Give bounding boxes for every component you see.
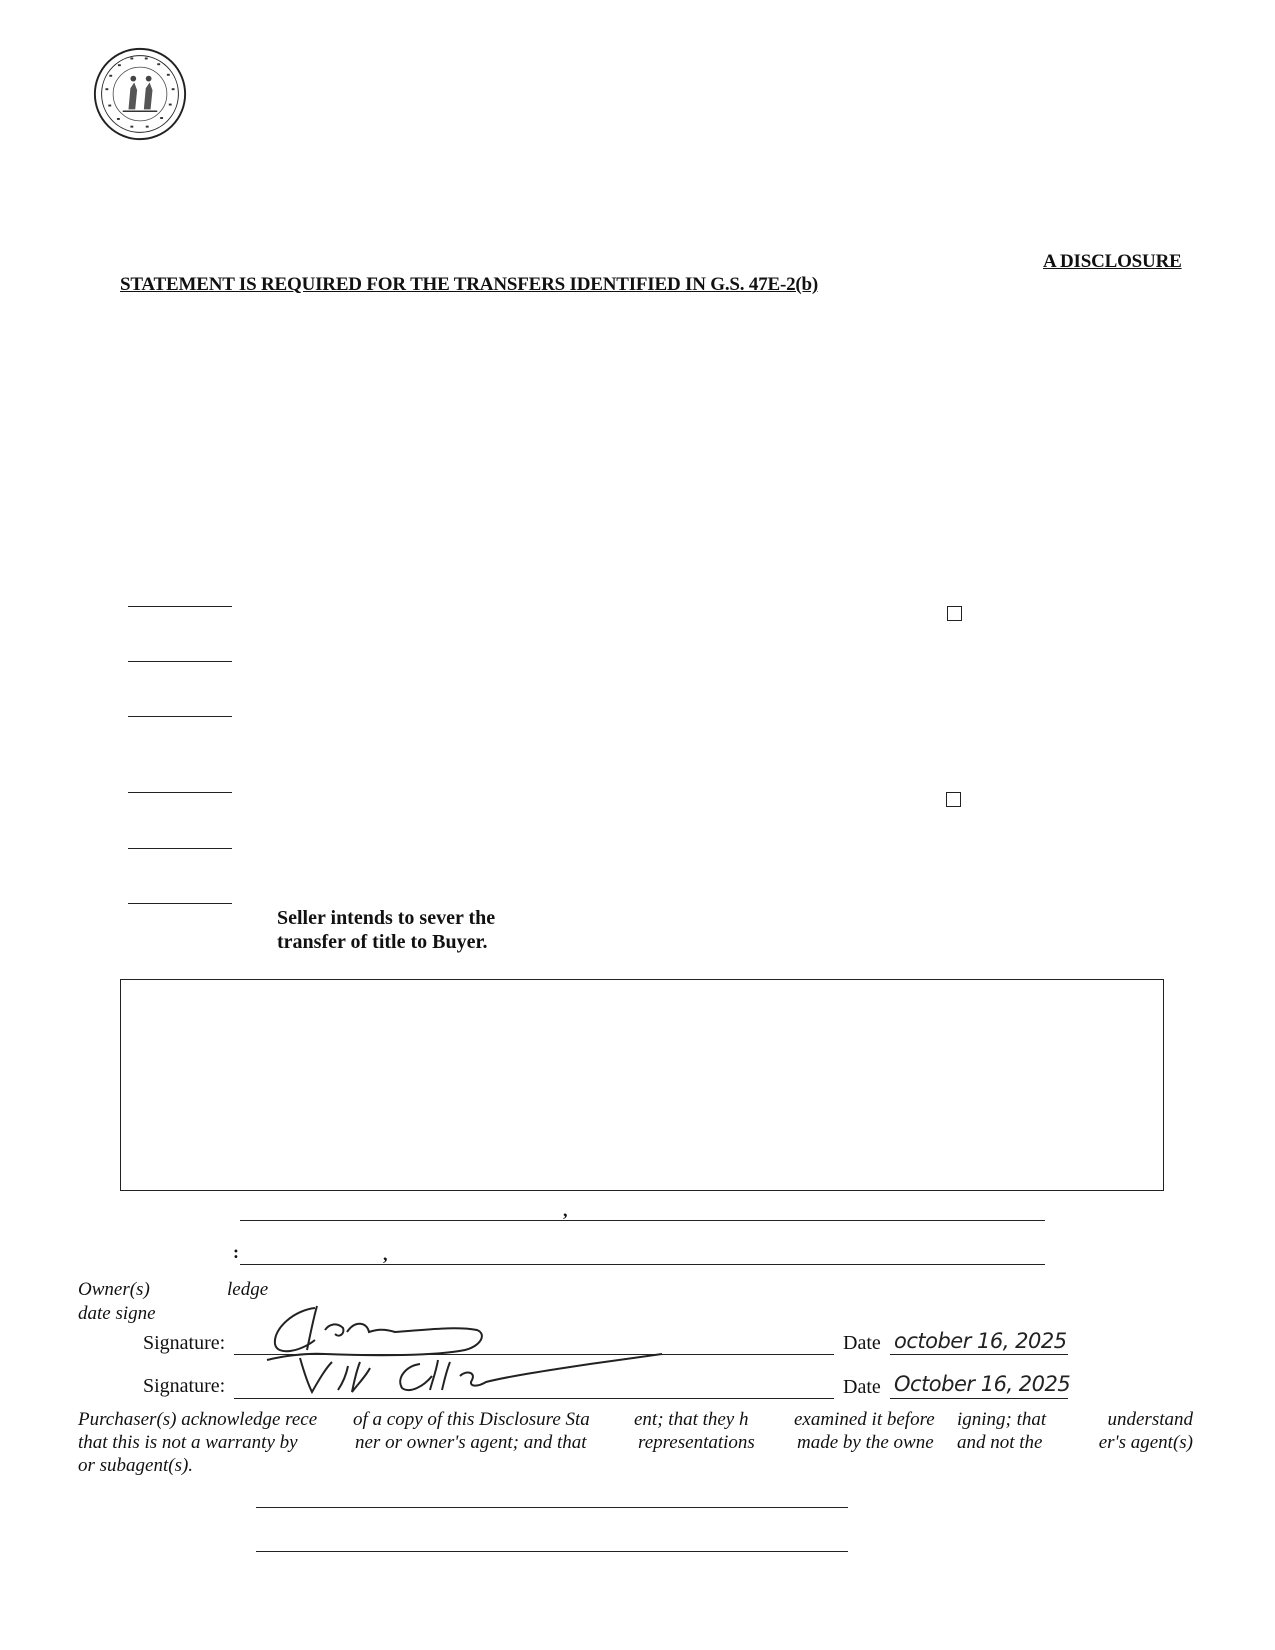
purchaser-ack-text: Purchaser(s) acknowledge rece (78, 1409, 318, 1430)
owner-ack-text-3: date signe (78, 1303, 156, 1324)
owner-date-line-2[interactable] (890, 1398, 1068, 1399)
purchaser-signature-line-2[interactable] (256, 1551, 848, 1552)
option-3-initials-blank[interactable] (128, 716, 232, 717)
purchaser-ack-col-5 (957, 1408, 1046, 1454)
purchaser-ack-col-1 (78, 1408, 317, 1477)
commission-seal-logo (92, 46, 188, 142)
owner-date-line-1[interactable] (890, 1354, 1068, 1355)
purchaser-ack-text: examined it before (794, 1409, 935, 1430)
purchaser-ack-col-3 (634, 1408, 755, 1454)
owner-name-line[interactable] (240, 1264, 1045, 1265)
purchaser-ack-text: ner or owner's agent; and that (355, 1432, 587, 1453)
owner-signature-line-2[interactable] (234, 1398, 834, 1399)
option-2-initials-blank[interactable] (128, 661, 232, 662)
option-4-initials-blank[interactable] (128, 792, 232, 793)
purchaser-ack-text: and not the (957, 1432, 1043, 1453)
option-5-initials-blank[interactable] (128, 848, 232, 849)
seller-note-line-2: transfer of title to Buyer. (277, 931, 488, 953)
seller-note-line-1: Seller intends to sever the (277, 907, 496, 929)
purchaser-ack-text: representations (638, 1432, 755, 1453)
owner-ack-text-1: Owner(s) (78, 1279, 150, 1300)
owner-colon: : (233, 1242, 239, 1262)
option-4-checkbox[interactable] (946, 792, 961, 807)
owner-signature-label-2: Signature: (143, 1375, 226, 1397)
property-address-line[interactable] (240, 1220, 1045, 1221)
owner-date-value-2: October 16, 2025 (894, 1372, 1071, 1396)
purchaser-ack-text: understand (1107, 1409, 1193, 1430)
purchaser-ack-text: that this is not a warranty by (78, 1432, 298, 1453)
option-6-initials-blank[interactable] (128, 903, 232, 904)
address-comma: , (563, 1200, 568, 1220)
owner-date-label-2: Date (843, 1376, 881, 1398)
owner-date-label-1: Date (843, 1332, 881, 1354)
owner-date-value-1: october 16, 2025 (894, 1329, 1067, 1353)
purchaser-ack-text: er's agent(s) (1098, 1432, 1193, 1453)
heading-disclosure: A DISCLOSURE (1043, 251, 1182, 272)
purchaser-ack-text: ent; that they h (634, 1409, 749, 1430)
option-1-initials-blank[interactable] (128, 606, 232, 607)
owner-comma: , (383, 1244, 388, 1264)
owner-ack-text-2: ledge (227, 1279, 269, 1300)
purchaser-ack-text: of a copy of this Disclosure Sta (353, 1409, 590, 1430)
purchaser-ack-text: igning; that (957, 1409, 1047, 1430)
purchaser-ack-col-6 (1093, 1408, 1193, 1454)
purchaser-signature-line-1[interactable] (256, 1507, 848, 1508)
seller-sever-note (277, 906, 495, 954)
purchaser-ack-col-2 (353, 1408, 590, 1454)
owner-signature-label-1: Signature: (143, 1332, 226, 1354)
purchaser-ack-text: made by the owne (797, 1432, 934, 1453)
purchaser-ack-text: or subagent(s). (78, 1455, 194, 1476)
option-1-checkbox[interactable] (947, 606, 962, 621)
notice-box (120, 979, 1164, 1191)
heading-statement-required: STATEMENT IS REQUIRED FOR THE TRANSFERS IDENTIFIED IN G.S. 47E-2(b) (120, 274, 819, 295)
purchaser-ack-col-4 (794, 1408, 935, 1454)
owner-signature-2-handwriting (290, 1348, 670, 1398)
